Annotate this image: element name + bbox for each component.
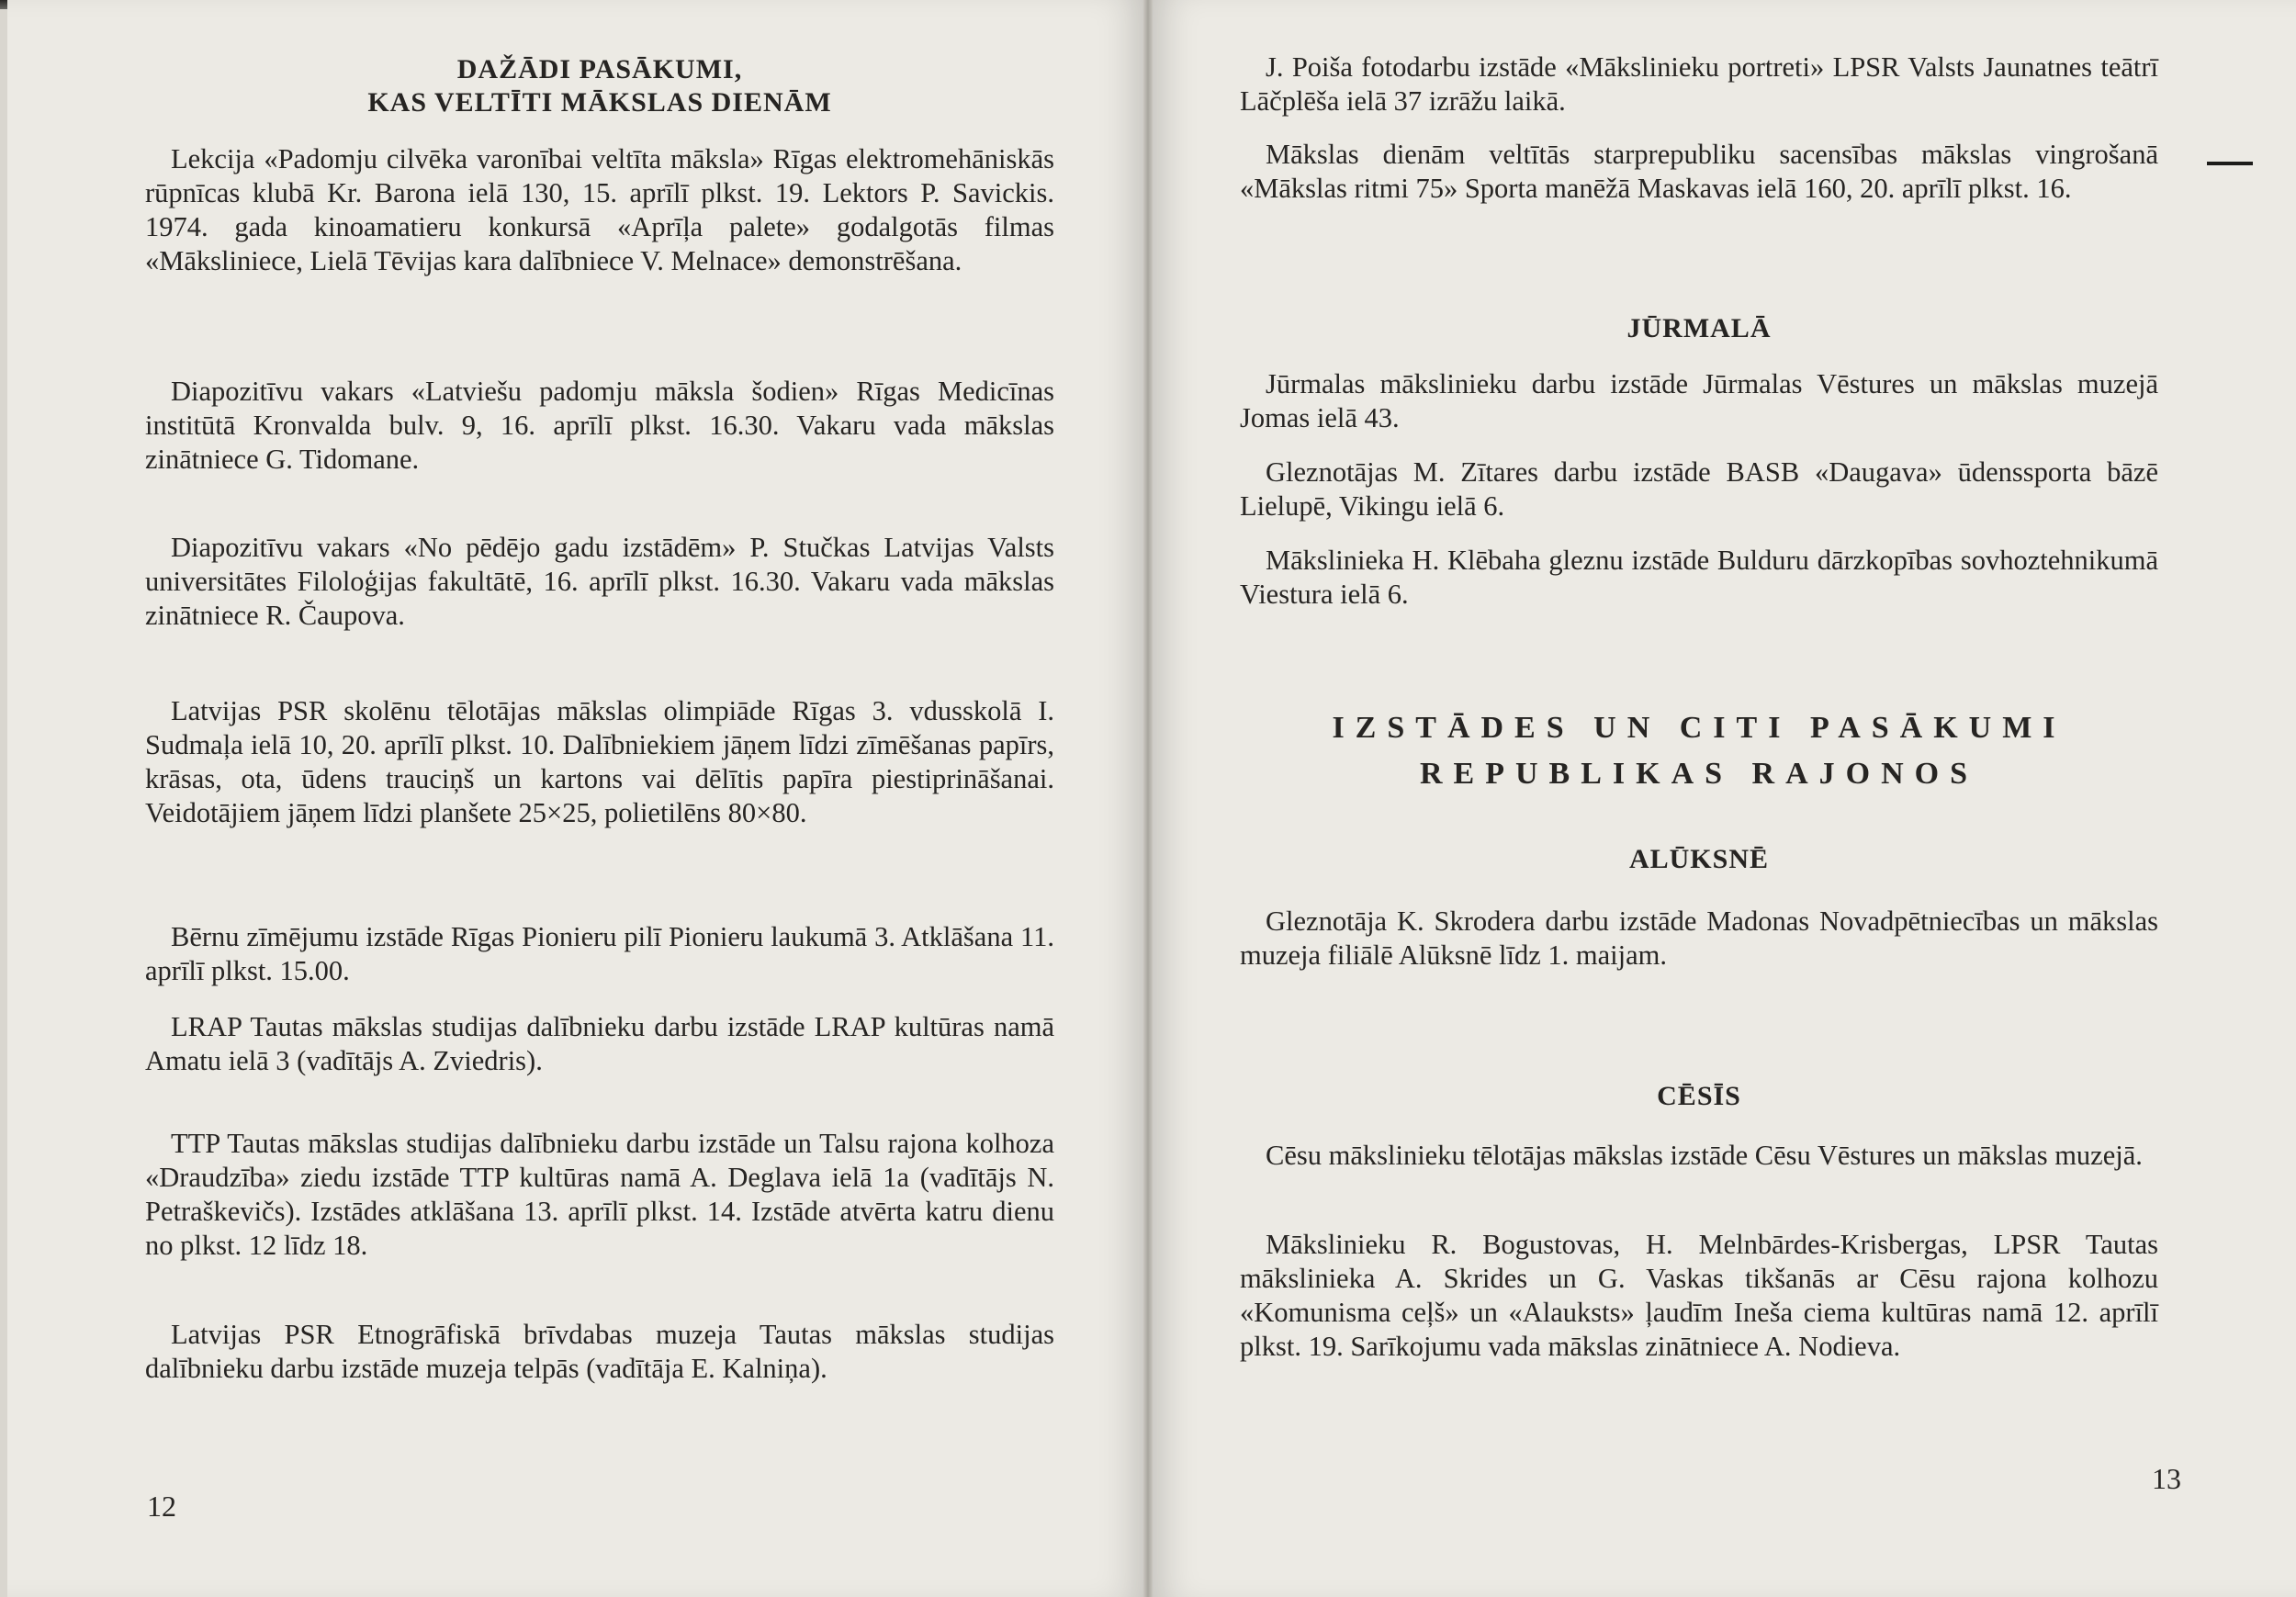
aluksne-entry-1: Gleznotāja K. Skrodera darbu izstāde Madonas Novadpētniecības un mākslas muzeja filiālē Alūksnē līdz 1. maijam. — [1240, 905, 2158, 971]
left-entry-6: LRAP Tautas mākslas studijas dalībnieku darbu izstāde LRAP kultūras namā Amatu ielā 3 (vadītājs A. Zviedris). — [145, 1011, 1054, 1076]
left-entry-8: Latvijas PSR Etnogrāfiskā brīvdabas muzeja Tautas mākslas studijas dalībnieku darbu izstāde muzeja telpās (vadītāja E. Kalniņa). — [145, 1319, 1054, 1384]
left-entry-2: Diapozitīvu vakars «Latviešu padomju māksla šodien» Rīgas Medicīnas institūtā Kronvalda bulv. 9, 16. aprīlī plkst. 16.30. Vakaru vada mākslas zinātniece G. Tidomane. — [145, 376, 1054, 475]
section-heading-line-1: IZSTĀDES UN CITI PASĀKUMI — [1332, 711, 2066, 745]
cesis-entry-1: Cēsu mākslinieku tēlotājas mākslas izstāde Cēsu Vēstures un mākslas muzejā. — [1266, 1140, 2143, 1171]
page-number-right: 13 — [2152, 1462, 2181, 1495]
heading-aluksne: ALŪKSNĒ — [1628, 844, 1770, 874]
left-heading-line-1: DAŽĀDI PASĀKUMI, — [456, 54, 743, 84]
section-heading-line-2: REPUBLIKAS RAJONOS — [1419, 757, 1978, 791]
jurmala-entry-2: Gleznotājas M. Zītares darbu izstāde BASB «Daugava» ūdenssporta bāzē Lielupē, Vikingu ielā 6. — [1240, 456, 2158, 522]
section-heading-districts — [1240, 705, 2158, 797]
left-page — [7, 0, 1143, 1597]
left-entry-3: Diapozitīvu vakars «No pēdējo gadu izstādēm» P. Stučkas Latvijas Valsts universitātes Filoloģijas fakultātē, 16. aprīlī plkst. 16.30. Vakaru vada mākslas zinātniece R. Čaupova. — [145, 532, 1054, 631]
jurmala-entry-1: Jūrmalas mākslinieku darbu izstāde Jūrmalas Vēstures un mākslas muzejā Jomas ielā 43. — [1240, 368, 2158, 433]
margin-mark — [2207, 162, 2253, 165]
left-entry-1: Lekcija «Padomju cilvēka varonībai veltīta māksla» Rīgas elektromehāniskās rūpnīcas klubā Kr. Barona ielā 130, 15. aprīlī plkst. 19. Lektors P. Savickis. 1974. gada kinoamatieru konkursā «Aprīļa palete» godalgotās filmas «Māksliniece, Lielā Tēvijas kara dalībniece V. Melnace» demonstrēšana. — [145, 143, 1054, 276]
heading-cesis: CĒSĪS — [1657, 1081, 1741, 1111]
book-gutter — [1143, 0, 1153, 1597]
right-entry-1: J. Poiša fotodarbu izstāde «Mākslinieku portreti» LPSR Valsts Jaunatnes teātrī Lāčplēša ielā 37 izrāžu laikā. — [1240, 51, 2158, 117]
cesis-entry-2: Mākslinieku R. Bogustovas, H. Melnbārdes-Krisbergas, LPSR Tautas mākslinieka A. Skrides un G. Vaskas tikšanās ar Cēsu rajona kolhozu «Komunisma ceļš» un «Alauksts» ļaudīm Ineša ciema kultūras namā 12. aprīlī plkst. 19. Sarīkojumu vada mākslas zinātniece A. Nodieva. — [1240, 1229, 2158, 1362]
jurmala-entry-3: Mākslinieka H. Klēbaha gleznu izstāde Bulduru dārzkopības sovhoztehnikumā Viestura ielā 6. — [1240, 545, 2158, 610]
page-number-left: 12 — [147, 1490, 176, 1523]
heading-jurmala: JŪRMALĀ — [1626, 313, 1772, 343]
left-heading-line-2: KAS VELTĪTI MĀKSLAS DIENĀM — [367, 87, 832, 118]
right-page — [1153, 0, 2296, 1597]
left-entry-7: TTP Tautas mākslas studijas dalībnieku darbu izstāde un Talsu rajona kolhoza «Draudzība» ziedu izstāde TTP kultūras namā A. Deglava ielā 1a (vadītājs N. Petraškevičs). Izstādes atklāšana 13. aprīlī plkst. 14. Izstāde atvērta katru dienu no plkst. 12 līdz 18. — [145, 1128, 1054, 1261]
right-entry-2: Mākslas dienām veltītās starprepubliku sacensības mākslas vingrošanā «Mākslas ritmi 75» Sporta manēžā Maskavas ielā 160, 20. aprīlī plkst. 16. — [1240, 139, 2158, 204]
left-entry-4: Latvijas PSR skolēnu tēlotājas mākslas olimpiāde Rīgas 3. vdusskolā I. Sudmaļa ielā 10, 20. aprīlī plkst. 10. Dalībniekiem jāņem līdzi zīmēšanas papīrs, krāsas, ota, ūdens trauciņš un kartons vai dēlītis papīra piestiprināšanai. Veidotājiem jāņem līdzi planšete 25×25, polietilēns 80×80. — [145, 695, 1054, 828]
left-page-heading — [145, 53, 1054, 119]
left-entry-5: Bērnu zīmējumu izstāde Rīgas Pionieru pilī Pionieru laukumā 3. Atklāšana 11. aprīlī plkst. 15.00. — [145, 921, 1054, 986]
